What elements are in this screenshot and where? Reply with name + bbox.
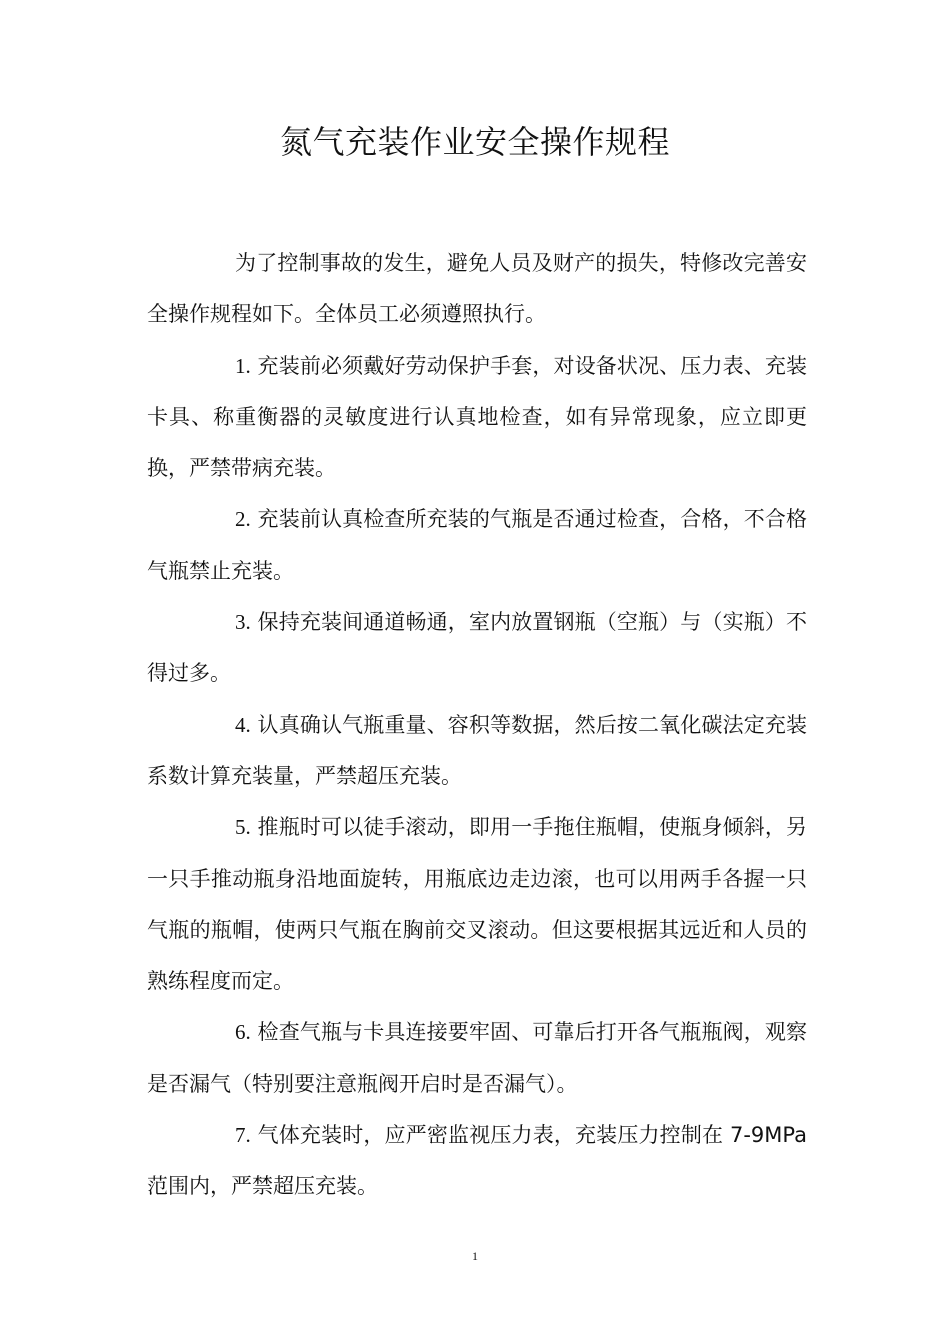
page-number: 1	[472, 1249, 478, 1263]
list-item	[147, 494, 807, 597]
list-item	[147, 341, 807, 495]
item-number: 4.	[235, 712, 251, 737]
item-text: 检查气瓶与卡具连接要牢固、可靠后打开各气瓶瓶阀，观察是否漏气（特别要注意瓶阀开启时是否漏气）。	[147, 1020, 807, 1096]
list-item	[147, 597, 807, 700]
item-number: 7.	[235, 1123, 251, 1148]
item-text: 充装前必须戴好劳动保护手套，对设备状况、压力表、充装卡具、称重衡器的灵敏度进行认真地检查，如有异常现象，应立即更换，严禁带病充装。	[147, 353, 807, 481]
item-text: 气体充装时，应严密监视压力表，充装压力控制在 7-9MPa 范围内，严禁超压充装。	[147, 1123, 807, 1199]
list-item	[147, 1110, 807, 1213]
intro-paragraph: 为了控制事故的发生，避免人员及财产的损失，特修改完善安全操作规程如下。全体员工必须遵照执行。	[147, 251, 807, 327]
item-number: 1.	[235, 353, 251, 378]
item-text: 保持充装间通道畅通，室内放置钢瓶（空瓶）与（实瓶）不得过多。	[147, 610, 807, 686]
item-number: 6.	[235, 1020, 251, 1045]
item-text: 充装前认真检查所充装的气瓶是否通过检查，合格，不合格气瓶禁止充装。	[147, 507, 807, 583]
list-item	[147, 700, 807, 803]
item-text: 推瓶时可以徒手滚动，即用一手拖住瓶帽，使瓶身倾斜，另一只手推动瓶身沿地面旋转，用瓶底边走边滚，也可以用两手各握一只气瓶的瓶帽，使两只气瓶在胸前交叉滚动。但这要根据其远近和人员的熟练程度而定。	[147, 815, 807, 994]
item-number: 3.	[235, 610, 251, 635]
item-text: 认真确认气瓶重量、容积等数据，然后按二氧化碳法定充装系数计算充装量，严禁超压充装。	[147, 712, 807, 788]
item-number: 2.	[235, 507, 251, 532]
document-body	[147, 238, 807, 1213]
list-item	[147, 1007, 807, 1110]
document-title: 氮气充装作业安全操作规程	[279, 123, 670, 161]
item-number: 5.	[235, 815, 251, 840]
list-item	[147, 802, 807, 1007]
